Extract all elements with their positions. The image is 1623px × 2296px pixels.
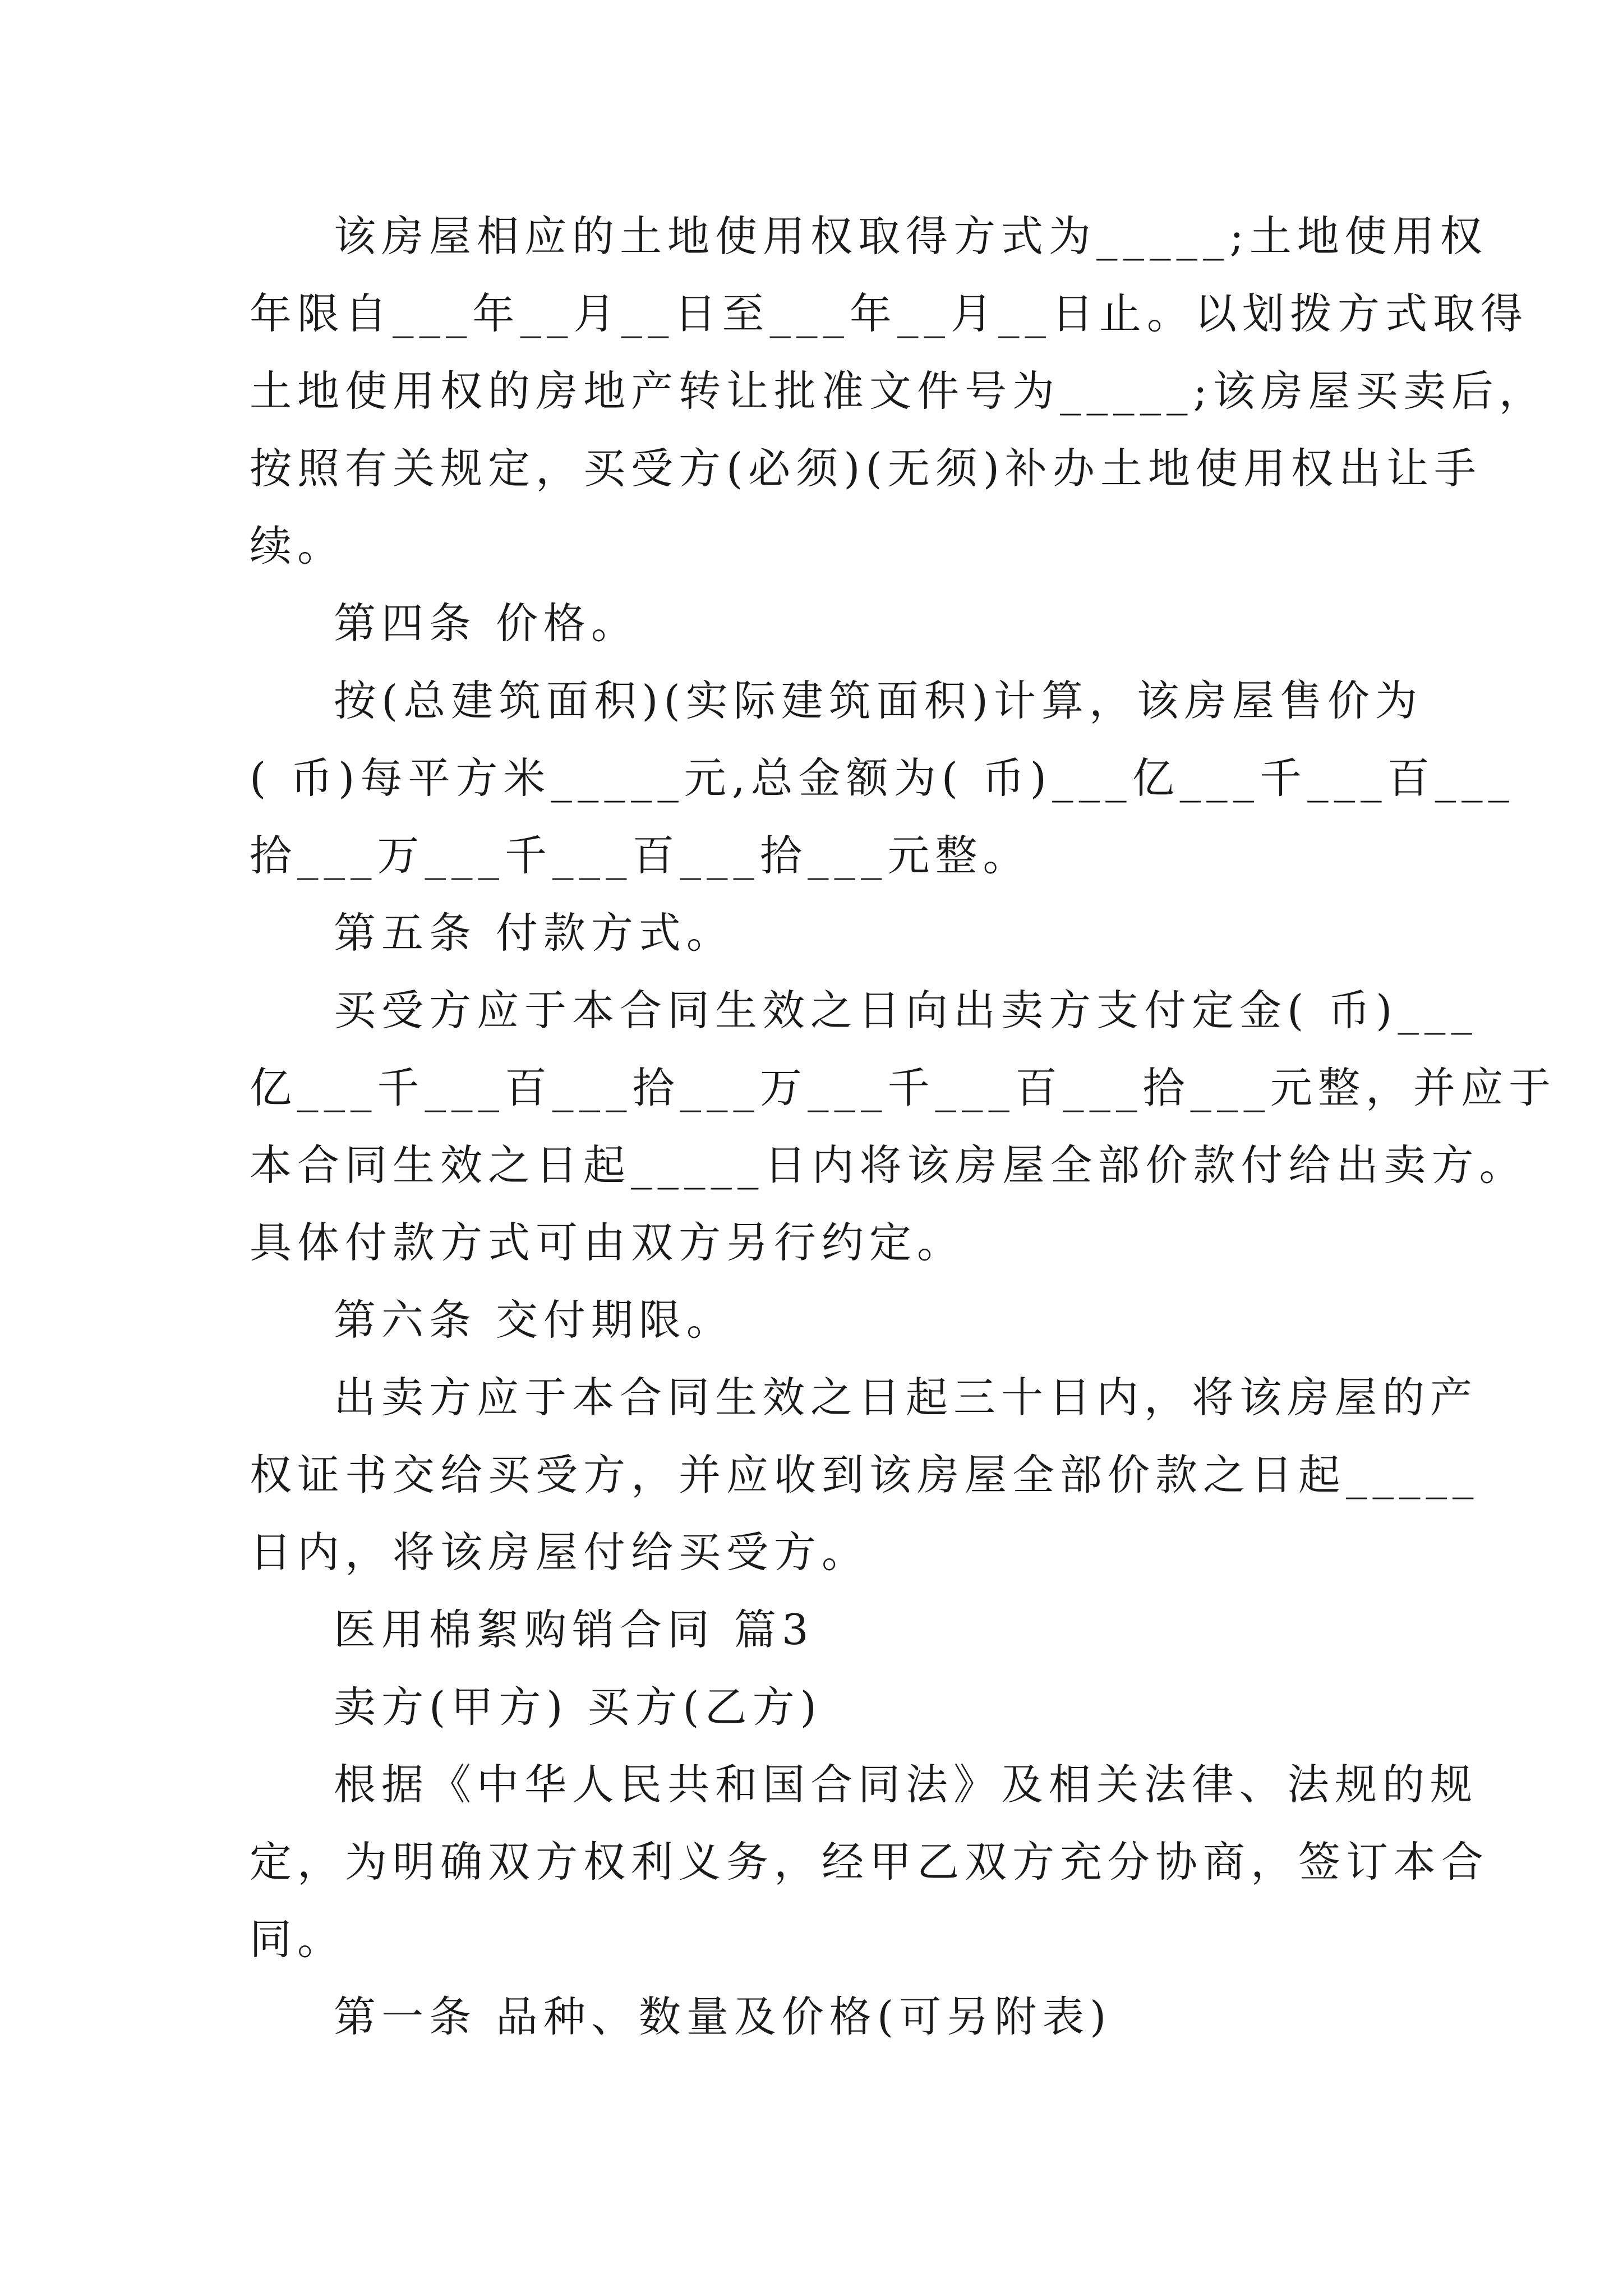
paragraph-article-4-body [250,662,1515,894]
paragraph-article-1-title [250,1978,1382,2055]
text-line: 第一条 品种、数量及价格(可另附表) [334,1992,1112,2041]
text-line: 根据《中华人民共和国合同法》及相关法律、法规的规 [334,1760,1478,1809]
document-body [250,197,1557,2055]
text-line: 第四条 价格。 [334,599,639,648]
text-line: 同。 [250,1915,345,1964]
paragraph-article-5-body [250,972,1557,1281]
paragraph-land-use-right [250,197,1547,585]
text-line: 医用棉絮购销合同 篇3 [334,1605,814,1654]
text-line: 年限自___年__月__日至___年__月__日止。以划拨方式取得 [250,289,1529,338]
text-line: 买受方应于本合同生效之日向出卖方支付定金( 币)___ [334,986,1478,1035]
paragraph-contract-3-title [250,1591,1382,1668]
text-line: 日内，将该房屋付给买受方。 [250,1527,870,1577]
paragraph-article-6-body [250,1359,1479,1591]
text-line: 按照有关规定，买受方(必须)(无须)补办土地使用权出让手 [250,444,1482,493]
text-line: 拾___万___千___百___拾___元整。 [250,831,1031,880]
text-line: 续。 [250,521,345,570]
text-line: 出卖方应于本合同生效之日起三十日内，将该房屋的产 [334,1373,1478,1422]
text-line: ( 币)每平方米_____元,总金额为( 币)___亿___千___百___ [250,753,1515,803]
text-line: 卖方(甲方) 买方(乙方) [334,1682,822,1732]
paragraph-parties [250,1668,1382,1746]
text-line: 土地使用权的房地产转让批准文件号为_____;该房屋买卖后， [250,366,1547,416]
text-line: 定，为明确双方权利义务，经甲乙双方充分协商，签订本合 [250,1837,1490,1887]
paragraph-article-4-title [250,585,1382,662]
text-line: 权证书交给买受方，并应收到该房屋全部价款之日起_____ [250,1450,1479,1499]
text-line: 第六条 交付期限。 [334,1295,734,1345]
text-line: 本合同生效之日起_____日内将该房屋全部价款付给出卖方。 [250,1140,1527,1190]
paragraph-preamble [250,1746,1490,1978]
text-line: 亿___千___百___拾___万___千___百___拾___元整，并应于 [250,1063,1557,1112]
text-line: 第五条 付款方式。 [334,908,734,958]
text-line: 该房屋相应的土地使用权取得方式为_____;土地使用权 [334,211,1488,261]
text-line: 具体付款方式可由双方另行约定。 [250,1218,965,1267]
text-line: 按(总建筑面积)(实际建筑面积)计算，该房屋售价为 [334,676,1423,725]
paragraph-article-5-title [250,894,1382,972]
paragraph-article-6-title [250,1281,1382,1359]
